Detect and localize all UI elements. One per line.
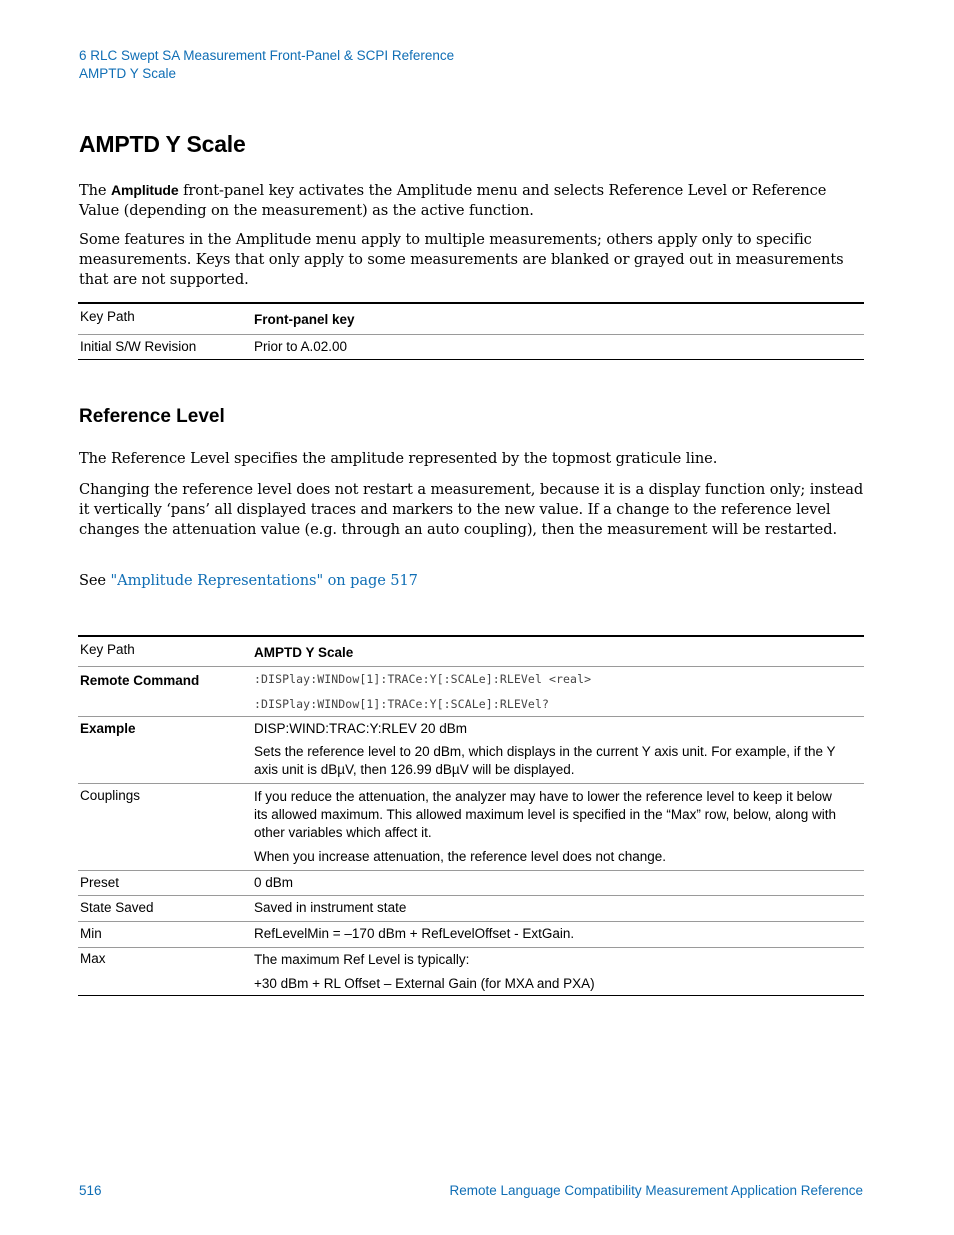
revision-label: Initial S/W Revision bbox=[78, 334, 254, 359]
amplitude-representations-link[interactable]: "Amplitude Representations" on page 517 bbox=[110, 572, 418, 589]
revision-value: Prior to A.02.00 bbox=[254, 334, 864, 359]
ref-key-path-label: Key Path bbox=[78, 636, 254, 666]
couplings-label: Couplings bbox=[78, 783, 254, 870]
amplitude-key-name: Amplitude bbox=[111, 182, 179, 198]
example-command: DISP:WIND:TRAC:Y:RLEV 20 dBm bbox=[254, 720, 468, 736]
key-path-value: Front-panel key bbox=[254, 303, 864, 334]
min-label: Min bbox=[78, 921, 254, 947]
reference-level-definition: The Reference Level specifies the amplitude represented by the topmost graticule line. bbox=[79, 450, 718, 467]
see-also-paragraph bbox=[79, 571, 865, 591]
intro-text-post: front-panel key activates the Amplitude menu and selects Reference Level or Reference Value (depending on the measurement) as the active function. bbox=[79, 182, 827, 219]
amplitude-features-paragraph: Some features in the Amplitude menu apply to multiple measurements; others apply only to specific measurements. Keys that only apply to some measurements are blanked or grayed out in measurements that are not supported. bbox=[79, 231, 844, 288]
remote-command-set: :DISPlay:WINDow[1]:TRACe:Y[:SCALe]:RLEVel <real> bbox=[254, 671, 592, 686]
header-section: AMPTD Y Scale bbox=[79, 66, 177, 81]
see-prefix: See bbox=[79, 572, 111, 589]
min-value: RefLevelMin = –170 dBm + RefLevelOffset - ExtGain. bbox=[254, 921, 864, 947]
amptd-key-table bbox=[78, 302, 864, 360]
max-text-2: +30 dBm + RL Offset – External Gain (for MXA and PXA) bbox=[254, 975, 595, 991]
key-path-label: Key Path bbox=[78, 303, 254, 334]
state-saved-label: State Saved bbox=[78, 895, 254, 921]
reference-level-description: Changing the reference level does not restart a measurement, because it is a display function only; instead it vertically ‘pans’ all displayed traces and markers to the new value. If a change to the reference level changes the attenuation value (e.g. through an auto coupling), then the measurement will be restarted. bbox=[79, 481, 864, 538]
state-saved-value: Saved in instrument state bbox=[254, 895, 864, 921]
reference-level-table bbox=[78, 635, 864, 996]
section-title: AMPTD Y Scale bbox=[79, 131, 246, 157]
preset-label: Preset bbox=[78, 870, 254, 895]
example-label: Example bbox=[78, 716, 254, 783]
header-chapter: 6 RLC Swept SA Measurement Front-Panel & SCPI Reference bbox=[79, 48, 455, 63]
example-description: Sets the reference level to 20 dBm, which displays in the current Y axis unit. For example, if the Y axis unit is dBµV, then 126.99 dBµV will be displayed. bbox=[254, 743, 836, 777]
ref-key-path-value: AMPTD Y Scale bbox=[254, 636, 864, 666]
intro-text-pre: The bbox=[79, 182, 112, 199]
remote-command-query: :DISPlay:WINDow[1]:TRACe:Y[:SCALe]:RLEVel? bbox=[254, 696, 549, 711]
max-text-1: The maximum Ref Level is typically: bbox=[254, 951, 470, 967]
footer-doc-title: Remote Language Compatibility Measurement Application Reference bbox=[449, 1183, 863, 1198]
couplings-text-1: If you reduce the attenuation, the analyzer may have to lower the reference level to keep it below its allowed maximum. This allowed maximum level is specified in the “Max” row, below, along with other variables which affect it. bbox=[254, 788, 836, 840]
max-label: Max bbox=[78, 947, 254, 995]
subsection-title: Reference Level bbox=[79, 406, 225, 427]
running-header bbox=[79, 47, 454, 83]
couplings-text-2: When you increase attenuation, the reference level does not change. bbox=[254, 848, 667, 864]
preset-value: 0 dBm bbox=[254, 870, 864, 895]
amplitude-intro-paragraph bbox=[79, 180, 865, 221]
remote-command-label: Remote Command bbox=[78, 666, 254, 716]
page-number: 516 bbox=[79, 1183, 102, 1198]
